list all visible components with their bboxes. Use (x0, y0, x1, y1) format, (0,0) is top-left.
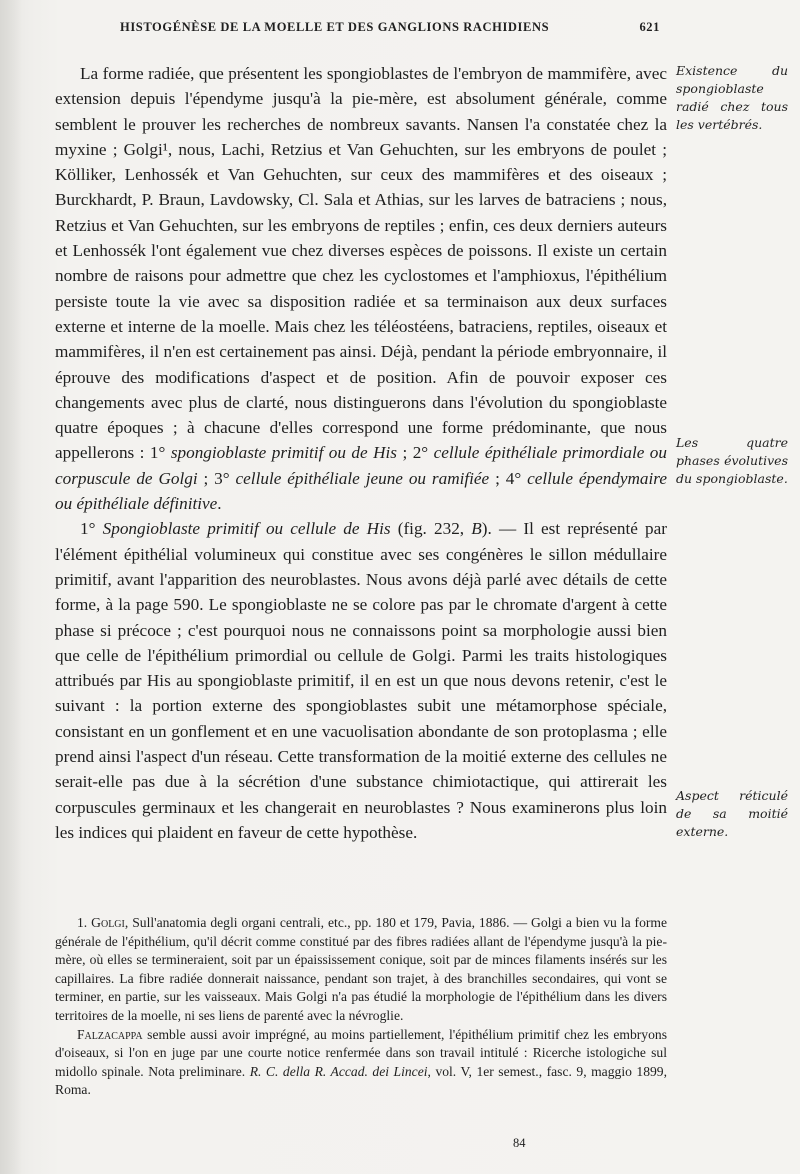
page-number: 621 (639, 20, 660, 34)
phase-4-term: cellule épendymaire ou épithéliale définitive (55, 468, 667, 514)
paragraph-2-text: Il est représenté par l'élément épithélial volumineux qui constitue avec ses congénères le sillon médullaire primitif, avant l'apparition des neuroblastes. Nous avons déjà parlé avec détails de cette forme, à la page 590. Le spongioblaste ne se colore pas par le chromate d'argent à cette phase si précoce ; c'est pourquoi nous ne connaissons point sa morphologie aussi bien que celle de l'épithélium primordial ou cellule de Golgi. Parmi les traits histologiques attribués par His au spongioblaste primitif, il en est un que nous devons retenir, c'est le suivant : la portion externe des spongioblastes subit une métamorphose spéciale, consistant en un gonflement et en une vacuolisation abondante de son protoplasma ; elle prend ainsi l'aspect d'un réseau. Cette transformation de la moitié externe des cellules ne serait-elle pas due à la sécrétion d'une substance chimiotactique, qui attirerait les corpuscules germinaux et les changerait en neuroblastes ? Nous examinerons plus loin les indices qui plaident en faveur de cette hypothèse. (55, 519, 668, 842)
period: . (217, 494, 222, 514)
separator: ; (197, 468, 215, 488)
footnote-text: , Sull'anatomia degli organi centrali, etc., pp. 180 et 179, Pavia, 1886. — Golgi a bien vu la forme générale de l'épithélium, qu'il décrit comme constitué par des fibres radiées allant de l'épendyme jusqu'à la pie-mère, où elles se termineraient, soit par un épaississement conique, soit par de minces filaments insérés sur les capillaires. La fibre radiée donnerait naissance, pendant son trajet, à des branchilles secondaires, qui vont se terminer, en partie, sur les vaisseaux. Mais Golgi n'a pas étudié la morphologie de l'épithélium dans les divers territoires de la moelle, ni ses liens de parenté avec la névroglie. (55, 915, 668, 1023)
figure-ref: (fig. 232, (390, 519, 472, 539)
separator: ; (397, 443, 413, 463)
running-head (120, 20, 660, 35)
phase-3-term: cellule épithéliale jeune ou ramifiée (235, 468, 490, 488)
footnote-author: Falzacappa (77, 1026, 143, 1042)
running-head-title: HISTOGÉNÈSE DE LA MOELLE ET DES GANGLIONS RACHIDIENS (120, 20, 550, 34)
footnote-citation-end: , vol. V, 1er semest., fasc. 9, maggio 1899, Roma. (55, 1063, 667, 1098)
separator: ; (489, 468, 506, 488)
list-num-2: 2° (412, 443, 434, 463)
signature-mark: 84 (513, 1136, 526, 1150)
figure-ref-letter: B (471, 519, 482, 539)
paragraph-1-text: La forme radiée, que présentent les spongioblastes de l'embryon de mammifère, avec extension depuis l'épendyme jusqu'à la pie-mère, est absolument générale, comme semblent le prouver les recherches de nombreux savants. Nansen l'a constatée chez la myxine ; Golgi¹, nous, Lachi, Retzius et Van Gehuchten, sur les embryons de poulet ; Kölliker, Lenhossék et Van Gehuchten, sur ceux des mammifères et des oiseaux ; Burckhardt, P. Braun, Lavdowsky, Cl. Sala et Athias, sur les larves de batraciens ; nous, Retzius et Van Gehuchten, sur les embryons de reptiles ; enfin, ces deux derniers auteurs et Lenhossék l'ont également vue chez diverses espèces de poissons. Il existe un certain nombre de raisons pour admettre que chez les cyclostomes et l'amphioxus, l'épithélium persiste toute la vie avec sa disposition radiée et sa terminaison aux deux surfaces externe et interne de la moelle. Mais chez les téléostéens, batraciens, reptiles, oiseaux et mammifères, il n'en est certainement pas ainsi. Déjà, pendant la période embryonnaire, il éprouve des modifications d'aspect et de position. Afin de pouvoir exposer ces changements avec plus de clarté, nous distinguerons dans l'évolution du spongioblaste quatre époques ; à chacune d'elles correspond une forme prédominante, que nous appellerons : (55, 64, 667, 463)
footnotes (55, 914, 667, 1100)
paragraph-1 (55, 61, 667, 516)
list-num-4: 4° (505, 468, 528, 488)
section-number: 1° (80, 519, 103, 539)
paragraph-2 (55, 516, 667, 845)
list-num-1: 1° (149, 443, 171, 463)
footnote-number: 1. (77, 915, 92, 930)
footnote-text: semble aussi avoir imprégné, au moins partiellement, l'épithélium primitif chez les embryons d'oiseaux, si l'on en juge par une courte notice renfermée dans son travail intitulé : Ricerche istologiche sul midollo spinale. Nota preliminare. (55, 1026, 667, 1079)
list-num-3: 3° (214, 468, 236, 488)
footnote-2 (55, 1026, 667, 1100)
main-text (55, 61, 667, 845)
figure-ref-end: ). — (481, 519, 524, 539)
footnote-author: Golgi (91, 915, 125, 930)
margin-note-1: Existence du spongioblaste radié chez tous les vertébrés. (676, 63, 788, 132)
journal-title: R. C. della R. Accad. dei Lincei (249, 1063, 428, 1079)
section-heading: Spongioblaste primitif ou cellule de His (102, 519, 391, 539)
footnote-1 (55, 914, 667, 1026)
page-edge-shadow (0, 0, 22, 1174)
margin-note-2: Les quatre phases évolutives du spongioblaste. (676, 435, 788, 486)
phase-1-term: spongioblaste primitif ou de His (170, 443, 397, 463)
margin-note-3: Aspect réticulé de sa moitié externe. (676, 788, 788, 839)
phase-2-term: cellule épithéliale primordiale ou corpuscule de Golgi (55, 443, 667, 488)
